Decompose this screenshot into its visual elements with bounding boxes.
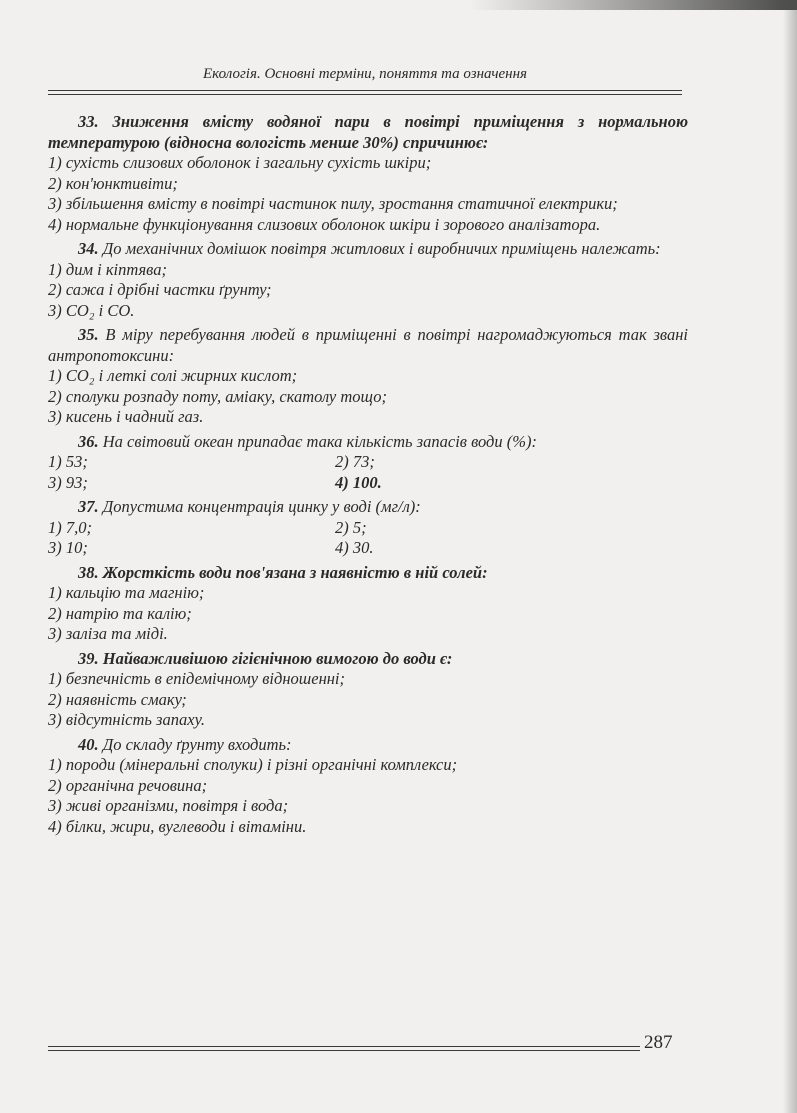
question-36: [48, 432, 688, 494]
answer-option: 1) дим і кіптява;: [48, 259, 167, 279]
answer-option: 1) сухість слизових оболонок і загальну сухість шкіри;: [48, 153, 432, 172]
header-rule-thin: [48, 94, 682, 95]
answer-options-grid: [48, 452, 688, 493]
answer-option: 1) 53;: [48, 452, 88, 471]
question-text: Зниження вмісту водяної пари в повітрі приміщення з нормальною температурою (відносна вологість менше 30%) спричинює:: [48, 112, 688, 152]
answer-option: 2) натрію та калію;: [48, 603, 192, 623]
question-text: Найважливішою гігієнічною вимогою до води є:: [102, 648, 453, 668]
question-number: 37.: [78, 497, 99, 516]
question-text: До механічних домішок повітря житлових і виробничих приміщень належать:: [102, 239, 661, 258]
question-number: 35.: [78, 325, 99, 344]
question-39: [48, 649, 688, 731]
questions-list: [48, 112, 688, 841]
question-number: 36.: [78, 431, 99, 451]
answer-option: 3) кисень і чадний газ.: [48, 407, 204, 426]
answer-option: 2) сполуки розпаду поту, аміаку, скатолу тощо;: [48, 386, 387, 406]
answer-option: 3) збільшення вмісту в повітрі частинок пилу, зростання статичної електрики;: [48, 194, 618, 213]
answer-option: 3) CO₂ і CO.: [48, 300, 135, 320]
question-38: [48, 563, 688, 645]
question-37: [48, 497, 688, 559]
answer-option: 3) 93;: [48, 472, 88, 492]
answer-option: 4) білки, жири, вуглеводи і вітаміни.: [48, 816, 307, 836]
footer-rule: [48, 1046, 640, 1047]
question-number: 34.: [78, 239, 99, 258]
footer-rule-thin: [48, 1050, 640, 1051]
answer-option: 4) нормальне функціонування слизових оболонок шкіри і зорового аналізатора.: [48, 214, 601, 234]
answer-options-grid: [48, 518, 688, 559]
answer-option: 2) кон'юнктивіти;: [48, 173, 178, 193]
question-34: [48, 239, 688, 321]
question-text: В міру перебування людей в приміщенні в повітрі нагромаджуються так звані антропотоксини:: [48, 325, 688, 365]
answer-option: 2) органічна речовина;: [48, 775, 208, 795]
answer-option: 4) 30.: [335, 538, 374, 557]
question-number: 38.: [78, 562, 99, 582]
question-text: Допустима концентрація цинку у воді (мг/л):: [102, 497, 421, 516]
question-text: Жорсткість води пов'язана з наявністю в ній солей:: [102, 562, 488, 582]
answer-option: 1) породи (мінеральні сполуки) і різні органічні комплекси;: [48, 755, 458, 774]
question-33: [48, 112, 688, 235]
answer-option: 1) 7,0;: [48, 517, 92, 537]
question-number: 40.: [78, 734, 99, 754]
answer-option: 2) 73;: [335, 452, 375, 471]
question-text: На світовий океан припадає така кількість запасів води (%):: [102, 431, 537, 451]
scan-shadow-top: [470, 0, 797, 10]
question-40: [48, 735, 688, 838]
question-35: [48, 325, 688, 428]
question-number: 39.: [78, 648, 99, 668]
answer-option: 3) заліза та міді.: [48, 624, 168, 643]
answer-option: 1) кальцію та магнію;: [48, 583, 205, 602]
question-number: 33.: [78, 112, 99, 131]
header-rule: [48, 90, 682, 91]
answer-option: 3) живі організми, повітря і вода;: [48, 796, 289, 815]
answer-option: 2) наявність смаку;: [48, 689, 187, 709]
answer-option: 3) відсутність запаху.: [48, 710, 205, 729]
answer-option: 2) 5;: [335, 517, 367, 537]
page-number: 287: [644, 1032, 673, 1053]
answer-option: 1) безпечність в епідемічному відношенні;: [48, 669, 346, 688]
scan-shadow-right: [783, 0, 797, 1113]
answer-option: 4) 100.: [335, 472, 382, 492]
answer-option: 3) 10;: [48, 538, 88, 557]
answer-option: 2) сажа і дрібні частки ґрунту;: [48, 280, 272, 299]
question-text: До складу ґрунту входить:: [102, 734, 292, 754]
running-title: Екологія. Основні терміни, поняття та означення: [203, 66, 527, 82]
answer-option: 1) CO₂ і леткі солі жирних кислот;: [48, 366, 298, 385]
